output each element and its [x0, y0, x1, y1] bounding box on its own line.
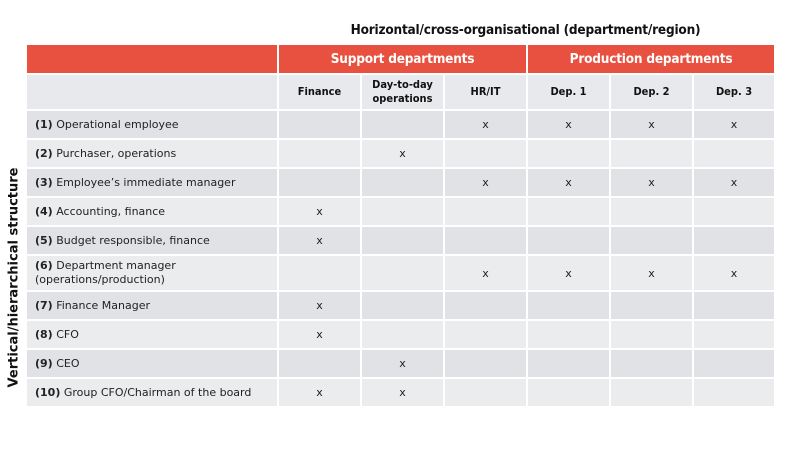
row-role-text: Finance Manager [56, 298, 151, 312]
row-role-text: Group CFO/Chairman of the board [63, 385, 252, 399]
table-row [26, 291, 775, 320]
matrix-cell: x [278, 291, 361, 320]
row-label [26, 291, 278, 320]
matrix-cell: x [444, 168, 527, 197]
matrix-cell [361, 197, 444, 226]
row-label [26, 320, 278, 349]
table-row [26, 320, 775, 349]
row-number: (2) [35, 146, 53, 160]
matrix-cell [527, 139, 610, 168]
matrix-cell [610, 291, 693, 320]
matrix-cell [610, 226, 693, 255]
row-label [26, 255, 278, 291]
matrix-cell: x [693, 110, 775, 139]
matrix-cell [361, 168, 444, 197]
row-role-text: Employee’s immediate manager [56, 175, 236, 189]
matrix-cell [693, 320, 775, 349]
matrix-cell [693, 197, 775, 226]
row-number: (7) [35, 298, 53, 312]
matrix-cell [693, 291, 775, 320]
matrix-cell [610, 349, 693, 378]
column-header: Dep. 2 [610, 74, 693, 110]
column-header: Dep. 1 [527, 74, 610, 110]
row-number: (4) [35, 204, 53, 218]
row-role-text: Accounting, finance [56, 204, 166, 218]
matrix-cell: x [444, 110, 527, 139]
row-number: (5) [35, 233, 53, 247]
row-number: (10) [35, 385, 61, 399]
row-role-text: Operational employee [56, 117, 179, 131]
responsibility-matrix [25, 43, 776, 408]
matrix-cell [610, 378, 693, 407]
group-header-blank [26, 44, 278, 74]
matrix-cell [444, 378, 527, 407]
row-role-text: Budget responsible, finance [56, 233, 210, 247]
table-row [26, 168, 775, 197]
matrix-cell: x [527, 255, 610, 291]
row-number: (8) [35, 327, 53, 341]
group-header-production: Production departments [527, 44, 775, 74]
row-label [26, 378, 278, 407]
matrix-cell [527, 320, 610, 349]
matrix-cell [361, 226, 444, 255]
matrix-cell: x [278, 197, 361, 226]
row-role-text: Department manager (operations/production) [35, 259, 176, 286]
column-header: HR/IT [444, 74, 527, 110]
table-row [26, 255, 775, 291]
matrix-cell [278, 349, 361, 378]
matrix-cell: x [527, 168, 610, 197]
column-header: Dep. 3 [693, 74, 775, 110]
matrix-cell [527, 378, 610, 407]
matrix-cell: x [610, 110, 693, 139]
table-row [26, 226, 775, 255]
column-header-blank [26, 74, 278, 110]
column-header: Finance [278, 74, 361, 110]
matrix-cell: x [444, 255, 527, 291]
matrix-cell [278, 168, 361, 197]
row-label [26, 168, 278, 197]
matrix-cell: x [278, 226, 361, 255]
matrix-cell [527, 291, 610, 320]
horizontal-axis-title: Horizontal/cross-organisational (department/region) [350, 22, 701, 38]
table-row [26, 110, 775, 139]
matrix-cell [610, 139, 693, 168]
matrix-cell [527, 349, 610, 378]
column-header [361, 74, 444, 110]
matrix-cell [444, 197, 527, 226]
matrix-cell [444, 139, 527, 168]
matrix-cell [278, 255, 361, 291]
matrix-cell [361, 110, 444, 139]
row-role-text: CEO [56, 356, 80, 370]
vertical-axis-title: Vertical/hierarchical structure [6, 167, 22, 388]
matrix-cell: x [527, 110, 610, 139]
row-label [26, 349, 278, 378]
table-row [26, 378, 775, 407]
matrix-cell [361, 291, 444, 320]
row-role-text: Purchaser, operations [56, 146, 177, 160]
matrix-cell [693, 349, 775, 378]
matrix-cell: x [693, 168, 775, 197]
matrix-cell [610, 197, 693, 226]
row-label [26, 110, 278, 139]
group-header-row [26, 44, 775, 74]
matrix-cell [610, 320, 693, 349]
row-label [26, 226, 278, 255]
row-number: (3) [35, 175, 53, 189]
row-label [26, 197, 278, 226]
table-row [26, 349, 775, 378]
matrix-cell [361, 320, 444, 349]
matrix-cell: x [278, 320, 361, 349]
row-number: (6) [35, 259, 53, 272]
row-role-text: CFO [56, 327, 79, 341]
matrix-cell [444, 320, 527, 349]
column-header-row [26, 74, 775, 110]
table-row [26, 139, 775, 168]
matrix-cell [361, 255, 444, 291]
table-row [26, 197, 775, 226]
matrix-cell: x [278, 378, 361, 407]
matrix-cell [278, 110, 361, 139]
matrix-cell: x [361, 139, 444, 168]
matrix-cell [527, 197, 610, 226]
column-header-label: Day-to-day operations [372, 78, 433, 105]
group-header-support: Support departments [278, 44, 527, 74]
row-label [26, 139, 278, 168]
matrix-cell [444, 291, 527, 320]
matrix-cell [693, 226, 775, 255]
matrix-cell: x [610, 168, 693, 197]
matrix-cell [444, 349, 527, 378]
row-number: (1) [35, 117, 53, 131]
matrix-cell [693, 139, 775, 168]
matrix-cell: x [693, 255, 775, 291]
row-number: (9) [35, 356, 53, 370]
matrix-cell [278, 139, 361, 168]
matrix-cell: x [610, 255, 693, 291]
matrix-cell [693, 378, 775, 407]
matrix-cell: x [361, 378, 444, 407]
matrix-cell [527, 226, 610, 255]
matrix-cell: x [361, 349, 444, 378]
matrix-cell [444, 226, 527, 255]
